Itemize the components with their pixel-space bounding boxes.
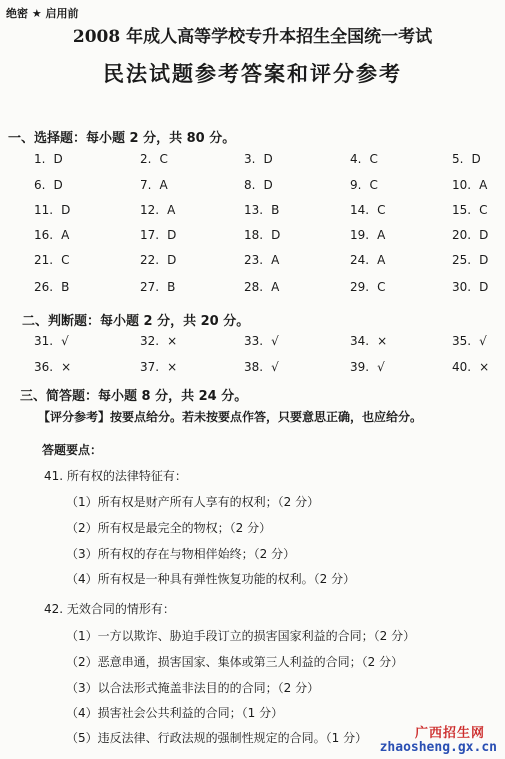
answer-item [140,253,176,267]
q42-item-5: （5）违反法律、行政法规的强制性规定的合同。（1 分） [66,731,368,745]
answer-value: D [263,178,273,192]
question-number: 15. [452,203,472,217]
question-number: 10. [452,178,472,192]
answer-points-heading: 答题要点： [42,443,103,457]
question-number: 9. [350,178,362,192]
question-number: 30. [452,280,472,294]
answer-item [244,203,279,217]
confidential-mark: 绝密 ★ 启用前 [6,7,79,20]
answer-item [452,253,488,267]
answer-item [350,253,385,267]
answer-value: D [271,228,281,242]
answer-value: D [479,228,489,242]
question-number: 33. [244,334,264,348]
q41-item-4: （4）所有权是一种具有弹性恢复功能的权利。（2 分） [66,572,356,586]
answer-item [140,152,168,166]
answer-item [34,280,69,294]
answer-value: C [369,178,378,192]
answer-item [350,228,385,242]
question-number: 14. [350,203,370,217]
answer-item [34,203,70,217]
question-number: 23. [244,253,264,267]
answer-value: A [159,178,168,192]
answer-value: D [167,253,177,267]
answer-item [140,280,175,294]
question-number: 16. [34,228,54,242]
answer-item [244,360,279,374]
answer-item [34,178,63,192]
question-number: 11. [34,203,54,217]
answer-item [34,152,63,166]
answer-item [350,334,387,348]
exam-title: 2008 年成人高等学校专升本招生全国统一考试 [72,27,433,47]
answer-value: C [369,152,378,166]
answer-item [140,360,177,374]
answer-value: C [377,280,386,294]
answer-value: √ [479,334,487,348]
answer-value: × [61,360,72,374]
q42-item-4: （4）损害社会公共利益的合同；（1 分） [66,706,284,720]
answer-item [140,334,177,348]
answer-value: A [271,253,280,267]
question-number: 5. [452,152,464,166]
q41-item-1: （1）所有权是财产所有人享有的权利；（2 分） [66,495,320,509]
answer-value: × [167,360,178,374]
document-title: 民法试题参考答案和评分参考 [103,62,402,86]
answer-value: A [479,178,488,192]
question-number: 12. [140,203,160,217]
answer-item [452,228,488,242]
question-number: 36. [34,360,54,374]
question-number: 25. [452,253,472,267]
answer-item [244,253,279,267]
answer-item [244,228,280,242]
q42-item-3: （3）以合法形式掩盖非法目的的合同；（2 分） [66,681,320,695]
question-number: 6. [34,178,46,192]
answer-value: D [479,280,489,294]
question-number: 35. [452,334,472,348]
answer-value: × [479,360,490,374]
question-number: 32. [140,334,160,348]
q41-item-2: （2）所有权是最完全的物权；（2 分） [66,521,272,535]
answer-item [350,203,385,217]
answer-value: A [377,253,386,267]
answer-value: C [377,203,386,217]
question-number: 21. [34,253,54,267]
question-number: 17. [140,228,160,242]
answer-item [452,280,488,294]
answer-value: A [61,228,70,242]
answer-value: C [159,152,168,166]
answer-value: D [61,203,71,217]
answer-item [244,280,279,294]
question-number: 8. [244,178,256,192]
question-number: 3. [244,152,256,166]
q41-title: 41. 所有权的法律特征有： [44,469,187,483]
question-number: 18. [244,228,264,242]
question-number: 38. [244,360,264,374]
answer-value: C [61,253,70,267]
answer-item [34,360,71,374]
question-number: 40. [452,360,472,374]
answer-value: D [167,228,177,242]
answer-item [350,152,378,166]
question-number: 39. [350,360,370,374]
watermark-site-name: 广西招生网 [414,726,485,741]
answer-value: × [167,334,178,348]
answer-value: D [53,152,63,166]
q42-item-1: （1）一方以欺诈、胁迫手段订立的损害国家利益的合同；（2 分） [66,629,416,643]
answer-value: √ [271,360,279,374]
q42-title: 42. 无效合同的情形有： [44,602,175,616]
scoring-note: 【评分参考】按要点给分。若未按要点作答，只要意思正确，也应给分。 [38,410,423,424]
section3-title: 三、简答题：每小题 8 分，共 24 分。 [20,389,248,404]
question-number: 37. [140,360,160,374]
question-number: 4. [350,152,362,166]
answer-value: C [479,203,488,217]
q41-item-3: （3）所有权的存在与物相伴始终；（2 分） [66,547,296,561]
question-number: 29. [350,280,370,294]
answer-value: D [479,253,489,267]
answer-item [140,228,176,242]
answer-value: A [377,228,386,242]
question-number: 2. [140,152,152,166]
answer-item [452,203,487,217]
answer-item [452,360,489,374]
question-number: 13. [244,203,264,217]
question-number: 7. [140,178,152,192]
question-number: 31. [34,334,54,348]
answer-value: D [53,178,63,192]
answer-item [140,203,175,217]
answer-item [452,152,481,166]
section2-title: 二、判断题：每小题 2 分，共 20 分。 [22,314,250,329]
question-number: 24. [350,253,370,267]
answer-value: B [167,280,176,294]
question-number: 34. [350,334,370,348]
answer-item [244,334,279,348]
answer-value: B [271,203,280,217]
answer-value: × [377,334,388,348]
answer-item [452,334,487,348]
answer-item [350,178,378,192]
answer-item [244,178,273,192]
answer-item [350,280,385,294]
answer-value: B [61,280,70,294]
section1-title: 一、选择题：每小题 2 分，共 80 分。 [8,131,236,146]
answer-item [350,360,385,374]
answer-value: D [471,152,481,166]
answer-item [34,228,69,242]
question-number: 22. [140,253,160,267]
answer-item [34,334,69,348]
q42-item-2: （2）恶意串通，损害国家、集体或第三人利益的合同；（2 分） [66,655,404,669]
answer-item [34,253,69,267]
answer-value: A [167,203,176,217]
question-number: 27. [140,280,160,294]
question-number: 26. [34,280,54,294]
watermark-site-url: zhaosheng.gx.cn [379,740,497,755]
answer-value: √ [271,334,279,348]
answer-item [244,152,273,166]
question-number: 19. [350,228,370,242]
answer-value: A [271,280,280,294]
answer-value: D [263,152,273,166]
answer-value: √ [377,360,385,374]
question-number: 20. [452,228,472,242]
answer-item [140,178,168,192]
answer-value: √ [61,334,69,348]
answer-item [452,178,487,192]
question-number: 28. [244,280,264,294]
question-number: 1. [34,152,46,166]
